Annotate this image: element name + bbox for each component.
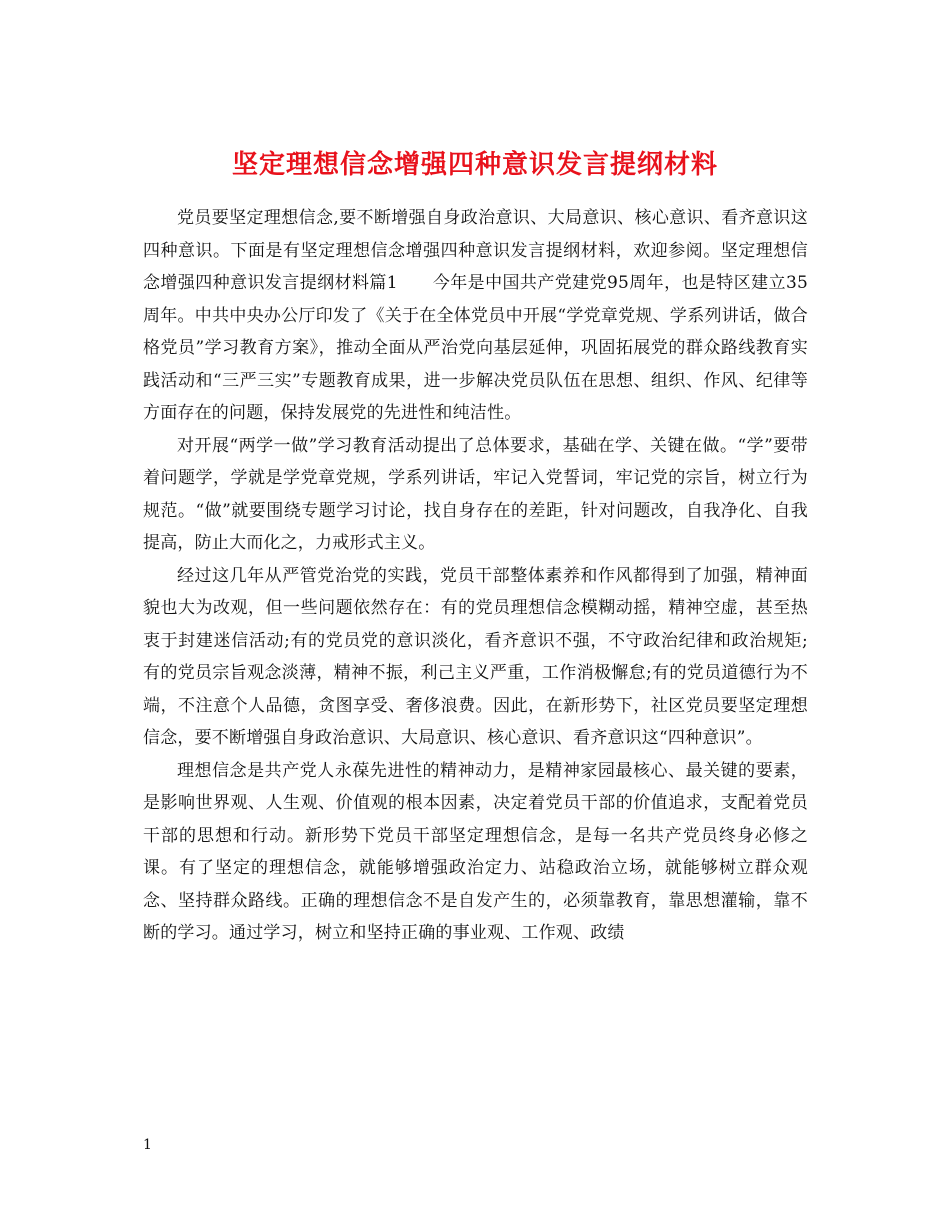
page-number: 1 <box>143 1137 152 1153</box>
paragraph-1: 党员要坚定理想信念,要不断增强自身政治意识、大局意识、核心意识、看齐意识这 四种意识。下面是有坚定理想信念增强四种意识发言提纲材料，欢迎参阅。坚定理想信念增强四种意识发言提纲材料篇1 今年是中国共产党建党95周年，也是特区建立35周年。中共中央办公厅印发了《关于在全体党员中开展“学党章党规、学系列讲话，做合格党员”学习教育方案》，推动全面从严治党向基层延伸，巩固拓展党的群众路线教育实践活动和“三严三实”专题教育成果，进一步解决党员队伍在思想、组织、作风、纪律等方面存在的问题，保持发展党的先进性和纯洁性。 <box>143 208 808 423</box>
paragraph-2: 对开展“两学一做”学习教育活动提出了总体要求，基础在学、关键在做。“学”要带着问题学，学就是学党章党规，学系列讲话，牢记入党誓词，牢记党的宗旨，树立行为规范。“做”就要围绕专题学习讨论，找自身存在的差距，针对问题改，自我净化、自我提高，防止大而化之，力戒形式主义。 <box>143 435 808 553</box>
paragraph-3: 经过这几年从严管党治党的实践，党员干部整体素养和作风都得到了加强，精神面貌也大为改观，但一些问题依然存在：有的党员理想信念模糊动摇，精神空虚，甚至热衷于封建迷信活动;有的党员党的意识淡化，看齐意识不强，不守政治纪律和政治规矩;有的党员宗旨观念淡薄，精神不振，利己主义严重，工作消极懈怠;有的党员道德行为不端，不注意个人品德，贪图享受、奢侈浪费。因此，在新形势下，社区党员要坚定理想信念，要不断增强自身政治意识、大局意识、核心意识、看齐意识这“四种意识”。 <box>143 565 808 748</box>
document-body <box>143 202 808 950</box>
paragraph-4: 理想信念是共产党人永葆先进性的精神动力，是精神家园最核心、最关键的要素，是影响世界观、人生观、价值观的根本因素，决定着党员干部的价值追求，支配着党员干部的思想和行动。新形势下党员干部坚定理想信念，是每一名共产党员终身必修之课。有了坚定的理想信念，就能够增强政治定力、站稳政治立场，就能够树立群众观念、坚持群众路线。正确的理想信念不是自发产生的，必须靠教育，靠思想灌输，靠不断的学习。通过学习，树立和坚持正确的事业观、工作观、政绩 <box>143 760 808 943</box>
document-title: 坚定理想信念增强四种意识发言提纲材料 <box>231 150 718 181</box>
